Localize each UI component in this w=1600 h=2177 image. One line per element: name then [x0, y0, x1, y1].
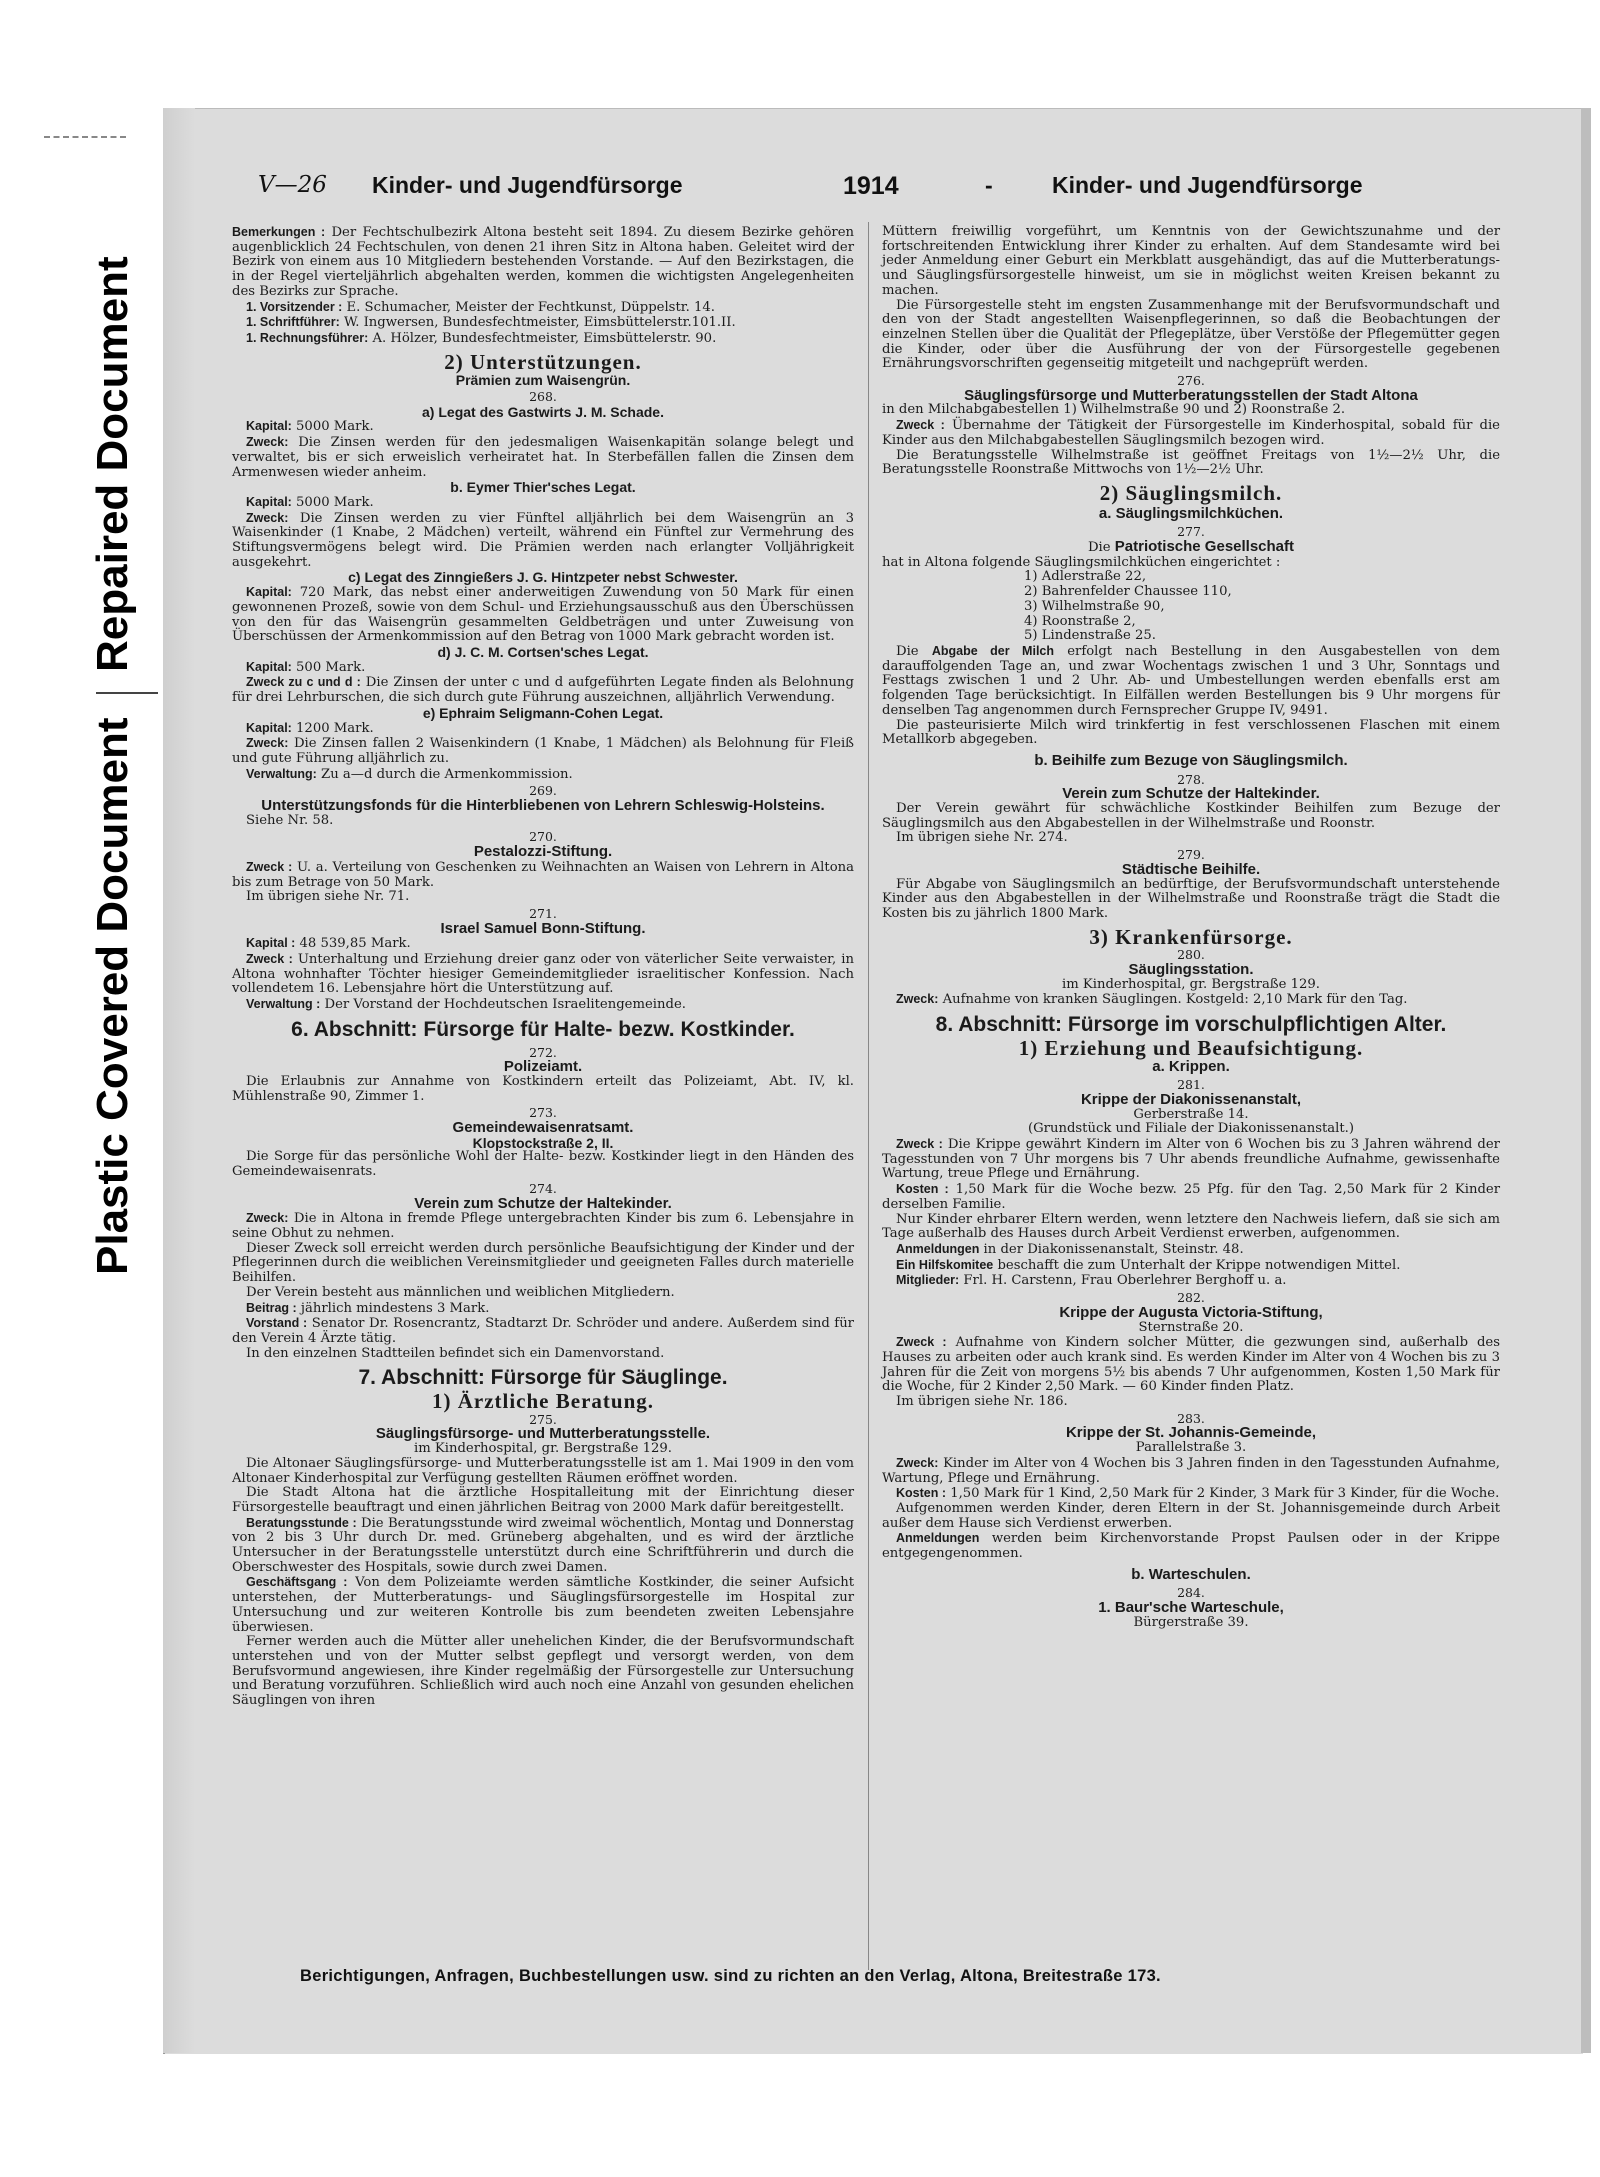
chapter-heading: 7. Abschnitt: Fürsorge für Säuglinge. — [358, 1366, 728, 1390]
subsection-heading: a. Krippen. — [1152, 1057, 1230, 1075]
entry-line: Im übrigen siehe Nr. 186. — [896, 1394, 1068, 1410]
section-heading: 2) Säuglingsmilch. — [1099, 480, 1283, 505]
page-edge-shadow — [1581, 108, 1591, 2053]
entry-paragraph: Zweck: Die in Altona in fremde Pflege untergebrachten Kinder bis zum 6. Lebensjahre in seine Obhut zu nehmen. — [232, 1211, 854, 1241]
entry-title: 1. Baur'sche Warteschule, — [1098, 1599, 1284, 1617]
entry-address: Bürgerstraße 39. — [1133, 1614, 1249, 1630]
entry-number: 272. — [529, 1044, 557, 1060]
column-rule — [868, 222, 869, 1970]
entry-paragraph: Die pasteurisierte Milch wird trinkfertig in fest verschlossenen Flaschen mit einem Metallkorb abgegeben. — [882, 717, 1500, 748]
milk-kitchen-list — [882, 570, 1500, 644]
entry-number: 268. — [529, 389, 557, 405]
entry-number: 281. — [1177, 1077, 1205, 1093]
entry-paragraph: Zweck : Unterhaltung und Erziehung dreier ganz oder von väterlicher Seite verwaister, in Altona wohnhafter Töchter hiesiger Gemeindemitglieder israelitischer Konfession. Nach vollendetem 16. Lebensjahre hört die Unterstützung auf. — [232, 952, 854, 997]
entry-title: Israel Samuel Bonn-Stiftung. — [440, 919, 646, 937]
entry-address: Sternstraße 20. — [1138, 1319, 1244, 1335]
officer-2: 1. Schriftführer: W. Ingwersen, Bundesfechtmeister, Eimsbüttelerstr.101.II. — [246, 315, 736, 331]
entry-line: in den Milchabgabestellen 1) Wilhelmstraße 90 und 2) Roonstraße 2. — [882, 402, 1346, 418]
entry-paragraph: Ferner werden auch die Mütter aller unehelichen Kinder, die der Berufsvormundschaft unterstehen und von der Mutter selbst gepflegt und versorgt werden, von dem Berufsvormund angewiesen, ihre Kinder regelmäßig der Fürsorgestelle zur Untersuchung und Beratung vorzuführen. Schließlich wird auch noch eine Anzahl von gesunden ehelichen Säuglingen von ihren — [232, 1634, 854, 1709]
entry-title: Säuglingsfürsorge- und Mutterberatungsstelle. — [375, 1425, 711, 1443]
entry-line: In den einzelnen Stadtteilen befindet sich ein Damenvorstand. — [246, 1345, 665, 1361]
entry-number: 275. — [529, 1411, 557, 1427]
entry-address: Gerberstraße 14. — [1133, 1106, 1249, 1122]
right-column — [882, 225, 1500, 1631]
entry-paragraph: Zweck: Die Zinsen werden zu vier Fünftel alljährlich bei dem Waisengrün an 3 Waisenkinder (1 Knabe, 2 Mädchen) verteilt, während ein Fünftel zur Vermehrung des Stiftungsvermögens belegt wird. Die Prämien werden nach erlangter Volljährigkeit ausgekehrt. — [232, 510, 854, 570]
entry-line: Verwaltung: Zu a—d durch die Armenkommission. — [246, 766, 573, 782]
entry-line: Im übrigen siehe Nr. 274. — [896, 830, 1068, 846]
page-binding-shadow — [163, 108, 195, 2053]
entry-paragraph: Die Erlaubnis zur Annahme von Kostkindern erteilt das Polizeiamt, Abt. IV, kl. Mühlenstraße 90, Zimmer 1. — [232, 1073, 854, 1104]
entry-paragraph: Kapital: 720 Mark, das nebst einer anderweitigen Zuwendung von 50 Mark für einen gewonnenen Prozeß, sowie von dem Schul- und Erziehungsausschuß aus den Überschüssen von den für das Waisengrün gesammelten Geldbeträgen und unter Zuweisung von Überschüssen der Armenkommission auf den Betrag von 1000 Mark gebracht worden ist. — [232, 585, 854, 645]
page-year: 1914 — [843, 172, 899, 200]
officer-3: 1. Rechnungsführer: A. Hölzer, Bundesfechtmeister, Eimsbüttelerstr. 90. — [246, 330, 717, 346]
subsection-heading: Prämien zum Waisengrün. — [455, 372, 631, 389]
entry-line: Beitrag : jährlich mindestens 3 Mark. — [246, 1300, 490, 1316]
entry-paragraph: Ein Hilfskomitee beschafft die zum Unterhalt der Krippe notwendigen Mittel. — [896, 1257, 1401, 1273]
entry-paragraph: Die Stadt Altona hat die ärztliche Hospitalleitung mit der Einrichtung dieser Fürsorgestelle beauftragt und einen jährlichen Beitrag von 2000 Mark dafür bereitgestellt. — [232, 1485, 854, 1515]
entry-number: 274. — [529, 1180, 557, 1196]
subsection-heading: b. Beihilfe zum Bezuge von Säuglingsmilch. — [1034, 751, 1348, 769]
remarks-paragraph: Bemerkungen : Der Fechtschulbezirk Altona besteht seit 1894. Zu diesem Bezirke gehören augenblicklich 24 Fechtschulen, von denen 21 ihren Sitz in Altona haben. Geleitet wird der Bezirk von einem aus 10 Mitgliedern bestehenden Vorstande. — Auf den Bezirkstagen, die in der Regel vierteljährlich abgehalten werden, kommen die wichtigsten Angelegenheiten des Bezirks zur Sprache. — [232, 225, 854, 299]
entry-number: 271. — [529, 905, 557, 921]
label-divider — [96, 692, 158, 694]
running-title-right: Kinder- und Jugendfürsorge — [1052, 172, 1363, 198]
list-item: 5) Lindenstraße 25. — [1024, 628, 1156, 644]
entry-paragraph: Zweck: Aufnahme von kranken Säuglingen. Kostgeld: 2,10 Mark für den Tag. — [896, 992, 1408, 1008]
entry-paragraph: Die Abgabe der Milch erfolgt nach Bestellung in den Ausgabestellen von dem darauffolgenden Tage an, und zwar Wochentags zwischen 1 und 3 Uhr, Sonntags und Festtags zwischen 1 und 2 Uhr. Ab- und Umbestellungen werden ebenfalls erst am folgenden Tage berücksichtigt. In Eilfällen werden Bestellungen bis 9 Uhr morgens für denselben Tag angenommen durch Fernsprecher Gruppe IV, 9491. — [882, 643, 1500, 718]
entry-address: im Kinderhospital, gr. Bergstraße 129. — [1062, 976, 1320, 992]
entry-title: Pestalozzi-Stiftung. — [473, 843, 613, 861]
entry-paragraph: Zweck : Übernahme der Tätigkeit der Fürsorgestelle im Kinderhospital, sobald für die Kinder aus den Milchabgabestellen Säuglingsmilch bezogen wird. — [882, 418, 1500, 448]
entry-number: 270. — [529, 829, 557, 845]
entry-number: 280. — [1177, 947, 1205, 963]
header-dash: - — [985, 172, 993, 198]
entry-number: 279. — [1177, 847, 1205, 863]
entry-paragraph: Zweck : U. a. Verteilung von Geschenken zu Weihnachten an Waisen von Lehrern in Altona bis zum Betrage von 50 Mark. — [232, 859, 854, 890]
entry-number: 283. — [1177, 1410, 1205, 1426]
entry-paragraph: Zweck zu c und d : Die Zinsen der unter c und d aufgeführten Legate finden als Belohnung für drei Lehrburschen, die sich durch gute Führung auszeichnen, alljährlich Verwendung. — [232, 675, 854, 706]
entry-paragraph: Aufgenommen werden Kinder, deren Eltern in der St. Johannisgemeinde durch Arbeit außer dem Hause sich Verdienst erwerben. — [882, 1500, 1500, 1531]
entry-number: 278. — [1177, 771, 1205, 787]
entry-title: Säuglingsfürsorge und Mutterberatungsstellen der Stadt Altona — [964, 386, 1418, 404]
entry-paragraph: Anmeldungen werden beim Kirchenvorstande Propst Paulsen oder in der Krippe entgegengenommen. — [882, 1531, 1500, 1562]
entry-title: Krippe der St. Johannis-Gemeinde, — [1065, 1424, 1317, 1442]
entry-line: Verwaltung : Der Vorstand der Hochdeutschen Israelitengemeinde. — [246, 997, 686, 1013]
entry-line: Kapital: 5000 Mark. — [246, 494, 374, 510]
entry-paragraph: Zweck: Kinder im Alter von 4 Wochen bis 3 Jahren finden in den Tagesstunden Aufnahme, Wartung, Pflege und Ernährung. — [882, 1455, 1500, 1486]
section-heading: 3) Krankenfürsorge. — [1089, 924, 1293, 949]
entry-address: im Kinderhospital, gr. Bergstraße 129. — [414, 1441, 672, 1457]
entry-line: Siehe Nr. 58. — [246, 812, 334, 828]
subsection-heading: a. Säuglingsmilchküchen. — [1098, 504, 1284, 522]
section-heading: 1) Erziehung und Beaufsichtigung. — [1018, 1035, 1364, 1060]
entry-paragraph: Vorstand : Senator Dr. Rosencrantz, Stadtarzt Dr. Schröder und andere. Außerdem sind für den Verein 4 Ärzte tätig. — [232, 1316, 854, 1346]
entry-title: Unterstützungsfonds für die Hinterbliebenen von Lehrern Schleswig-Holsteins. — [261, 797, 825, 815]
entry-line: Der Verein besteht aus männlichen und weiblichen Mitgliedern. — [246, 1284, 675, 1300]
entry-paragraph: Beratungsstunde : Die Beratungsstunde wird zweimal wöchentlich, Montag und Donnerstag von 2 bis 3 Uhr durch Dr. med. Grüneberg abgehalten, und es wird der ärztliche Untersucher in der Beratungsstelle unterstützt durch eine Schriftführerin und durch die Oberschwester des Hospitals, sowie durch zwei Damen. — [232, 1515, 854, 1575]
list-item: 2) Bahrenfelder Chaussee 110, — [1024, 584, 1232, 600]
entry-paragraph: Zweck : Aufnahme von Kindern solcher Mütter, die gezwungen sind, außerhalb des Hauses zu arbeiten oder auch krank sind. Es werden Kinder im Alter von 4 Wochen bis zu 3 Jahren für die Zeit von morgens 5½ bis abends 7 Uhr aufgenommen, Kosten 1,50 Mark für die Woche, für 2 Kinder 2,50 Mark. — 60 Kinder finden Platz. — [882, 1335, 1501, 1395]
chapter-heading: 8. Abschnitt: Fürsorge im vorschulpflichtigen Alter. — [935, 1013, 1447, 1037]
running-title-left: Kinder- und Jugendfürsorge — [372, 172, 683, 198]
entry-address: Parallelstraße 3. — [1135, 1440, 1247, 1456]
entry-paragraph: Kosten : 1,50 Mark für 1 Kind, 2,50 Mark für 2 Kinder, 3 Mark für 3 Kinder, für die Woche. — [896, 1486, 1500, 1502]
entry-title: Säuglingsstation. — [1128, 961, 1254, 979]
entry-title: Gemeindewaisenratsamt. — [452, 1119, 634, 1137]
entry-address: Klopstockstraße 2, II. — [472, 1134, 614, 1151]
entry-title: Städtische Beihilfe. — [1121, 860, 1261, 878]
entry-line: Kapital: 5000 Mark. — [246, 419, 374, 435]
entry-line: Anmeldungen in der Diakonissenanstalt, Steinstr. 48. — [896, 1242, 1244, 1257]
chapter-heading: 6. Abschnitt: Fürsorge für Halte- bezw. Kostkinder. — [291, 1017, 795, 1041]
entry-title: Verein zum Schutze der Haltekinder. — [1062, 785, 1320, 803]
entry-title: a) Legat des Gastwirts J. M. Schade. — [422, 403, 664, 420]
entry-paragraph: Zweck: Die Zinsen werden für den jedesmaligen Waisenkapitän solange belegt und verwaltet, bis er sich erweislich verheiratet hat. In Sterbefällen fallen die Zinsen dem Armenwesen wieder anheim. — [232, 435, 854, 480]
entry-title: d) J. C. M. Cortsen'sches Legat. — [437, 643, 649, 660]
edge-mark — [44, 136, 126, 138]
entry-line: Kapital : 48 539,85 Mark. — [246, 936, 411, 952]
entry-title: Verein zum Schutze der Haltekinder. — [414, 1194, 672, 1212]
entry-title: c) Legat des Zinngießers J. G. Hintzpeter nebst Schwester. — [348, 569, 738, 586]
entry-title: Die Patriotische Gesellschaft — [1087, 538, 1295, 556]
entry-number: 269. — [529, 783, 557, 799]
entry-note: (Grundstück und Filiale der Diakonissenanstalt.) — [1027, 1121, 1355, 1137]
entry-paragraph: Die Altonaer Säuglingsfürsorge- und Mutterberatungsstelle ist am 1. Mai 1909 in den vom Altonaer Kinderhospital zur Verfügung gestellten Räumen eröffnet worden. — [232, 1455, 854, 1486]
list-item: 1) Adlerstraße 22, — [1024, 569, 1147, 585]
entry-paragraph: Nur Kinder ehrbarer Eltern werden, wenn letztere den Nachweis liefern, daß sie sich am Tage außerhalb des Hauses durch Arbeit Verdienst erwerben, aufgenommen. — [882, 1211, 1500, 1242]
continued-paragraph: Die Fürsorgestelle steht im engsten Zusammenhange mit der Berufsvormundschaft und den von der Stadt angestellten Waisenpflegerinnen, so daß die Beobachtungen der einzelnen Stellen über die Qualität der Pflegeplätze, über Verstöße der Pflegemütter gegen die Kinder, oder über die Ausführung der von der Fürsorgestelle gegebenen Ernährungsvorschriften gegenseitig mitgeteilt und nachgeprüft werden. — [882, 297, 1500, 372]
entry-line: Kapital: 500 Mark. — [246, 659, 366, 675]
entry-line: hat in Altona folgende Säuglingsmilchküchen eingerichtet : — [882, 554, 1281, 570]
entry-paragraph: Die Beratungsstelle Wilhelmstraße ist geöffnet Freitags von 1½—2½ Uhr, die Beratungsstelle Roonstraße Mittwochs von 1½—2½ Uhr. — [882, 447, 1500, 478]
entry-paragraph: Dieser Zweck soll erreicht werden durch persönliche Beaufsichtigung der Kinder und der Pflegerinnen durch die weiblichen Vereinsmitglieder und geeigneten Falles durch materielle Beihilfen. — [232, 1240, 854, 1286]
entry-number: 276. — [1177, 373, 1205, 389]
entry-paragraph: Zweck : Die Krippe gewährt Kindern im Alter von 6 Wochen bis zu 3 Jahren während der Tagesstunden von 7 Uhr morgens bis 7 Uhr abends freundliche Aufnahme, gewissenhafte Wartung, treue Pflege und Ernährung. — [882, 1137, 1500, 1182]
entry-number: 284. — [1177, 1585, 1205, 1601]
officer-1: 1. Vorsitzender : E. Schumacher, Meister der Fechtkunst, Düppelstr. 14. — [246, 299, 715, 315]
entry-paragraph: Kosten : 1,50 Mark für die Woche bezw. 25 Pfg. für den Tag. 2,50 Mark für 2 Kinder derselben Familie. — [882, 1182, 1500, 1212]
repaired-document-label: Repaired Document — [88, 256, 137, 672]
entry-title: e) Ephraim Seligmann-Cohen Legat. — [422, 704, 664, 721]
continued-paragraph: Müttern freiwillig vorgeführt, um Kenntnis von der Gewichtszunahme und der fortschreitenden Entwicklung ihrer Kinder zu erhalten. Auf dem Standesamte wird bei jeder Anmeldung einer Geburt ein Merkblatt ausgehändigt, das auf die Mutterberatungs- und Säuglingsfürsorgestelle hinweist, um sie in möglichst weiten Kreisen bekannt zu machen. — [882, 224, 1500, 298]
section-heading: 1) Ärztliche Beratung. — [431, 1389, 655, 1414]
entry-line: Kapital: 1200 Mark. — [246, 720, 374, 736]
entry-line: Im übrigen siehe Nr. 71. — [246, 889, 410, 905]
entry-line: Mitglieder: Frl. H. Carstenn, Frau Oberlehrer Berghoff u. a. — [896, 1273, 1287, 1289]
entry-number: 282. — [1177, 1290, 1205, 1306]
entry-paragraph: Für Abgabe von Säuglingsmilch an bedürftige, der Berufsvormundschaft unterstehende Kinder aus den Abgabestellen in der Wilhelmstraße und Roonstraße trägt die Stadt die Kosten bis zu jährlich 1800 Mark. — [882, 876, 1500, 921]
plastic-covered-document-label: Plastic Covered Document — [88, 717, 137, 1275]
entry-paragraph: Zweck: Die Zinsen fallen 2 Waisenkindern (1 Knabe, 1 Mädchen) als Belohnung für Fleiß und gute Führung alljährlich zu. — [232, 736, 854, 766]
list-item: 3) Wilhelmstraße 90, — [1024, 598, 1165, 614]
entry-title: b. Eymer Thier'sches Legat. — [450, 479, 636, 496]
entry-title: Krippe der Augusta Victoria-Stiftung, — [1059, 1303, 1323, 1321]
section-heading: 2) Unterstützungen. — [444, 349, 642, 374]
subsection-heading: b. Warteschulen. — [1131, 1565, 1251, 1583]
entry-number: 277. — [1177, 524, 1205, 540]
footer-notice: Berichtigungen, Anfragen, Buchbestellungen usw. sind zu richten an den Verlag, Altona, Breitestraße 173. — [300, 1967, 1161, 1985]
entry-number: 273. — [529, 1105, 557, 1121]
page-number: V—26 — [258, 172, 327, 198]
entry-paragraph: Der Verein gewährt für schwächliche Kostkinder Beihilfen zum Bezuge der Säuglingsmilch aus den Abgabestellen in der Wilhelmstraße und Roonstr. — [882, 801, 1500, 831]
entry-paragraph: Geschäftsgang : Von dem Polizeiamte werden sämtliche Kostkinder, die seiner Aufsicht unterstehen, der Mutterberatungs- und Säuglingsfürsorgestelle im Hospital zur Untersuchung und zur weiteren Kontrolle bis zum beendeten zweiten Lebensjahre überwiesen. — [232, 1575, 855, 1635]
entry-title: Krippe der Diakonissenanstalt, — [1080, 1090, 1302, 1108]
entry-paragraph: Die Sorge für das persönliche Wohl der Halte- bezw. Kostkinder liegt in den Händen des Gemeindewaisenrats. — [232, 1149, 854, 1180]
entry-title: Polizeiamt. — [503, 1058, 583, 1076]
list-item: 4) Roonstraße 2, — [1024, 613, 1136, 629]
left-column — [232, 225, 854, 1709]
